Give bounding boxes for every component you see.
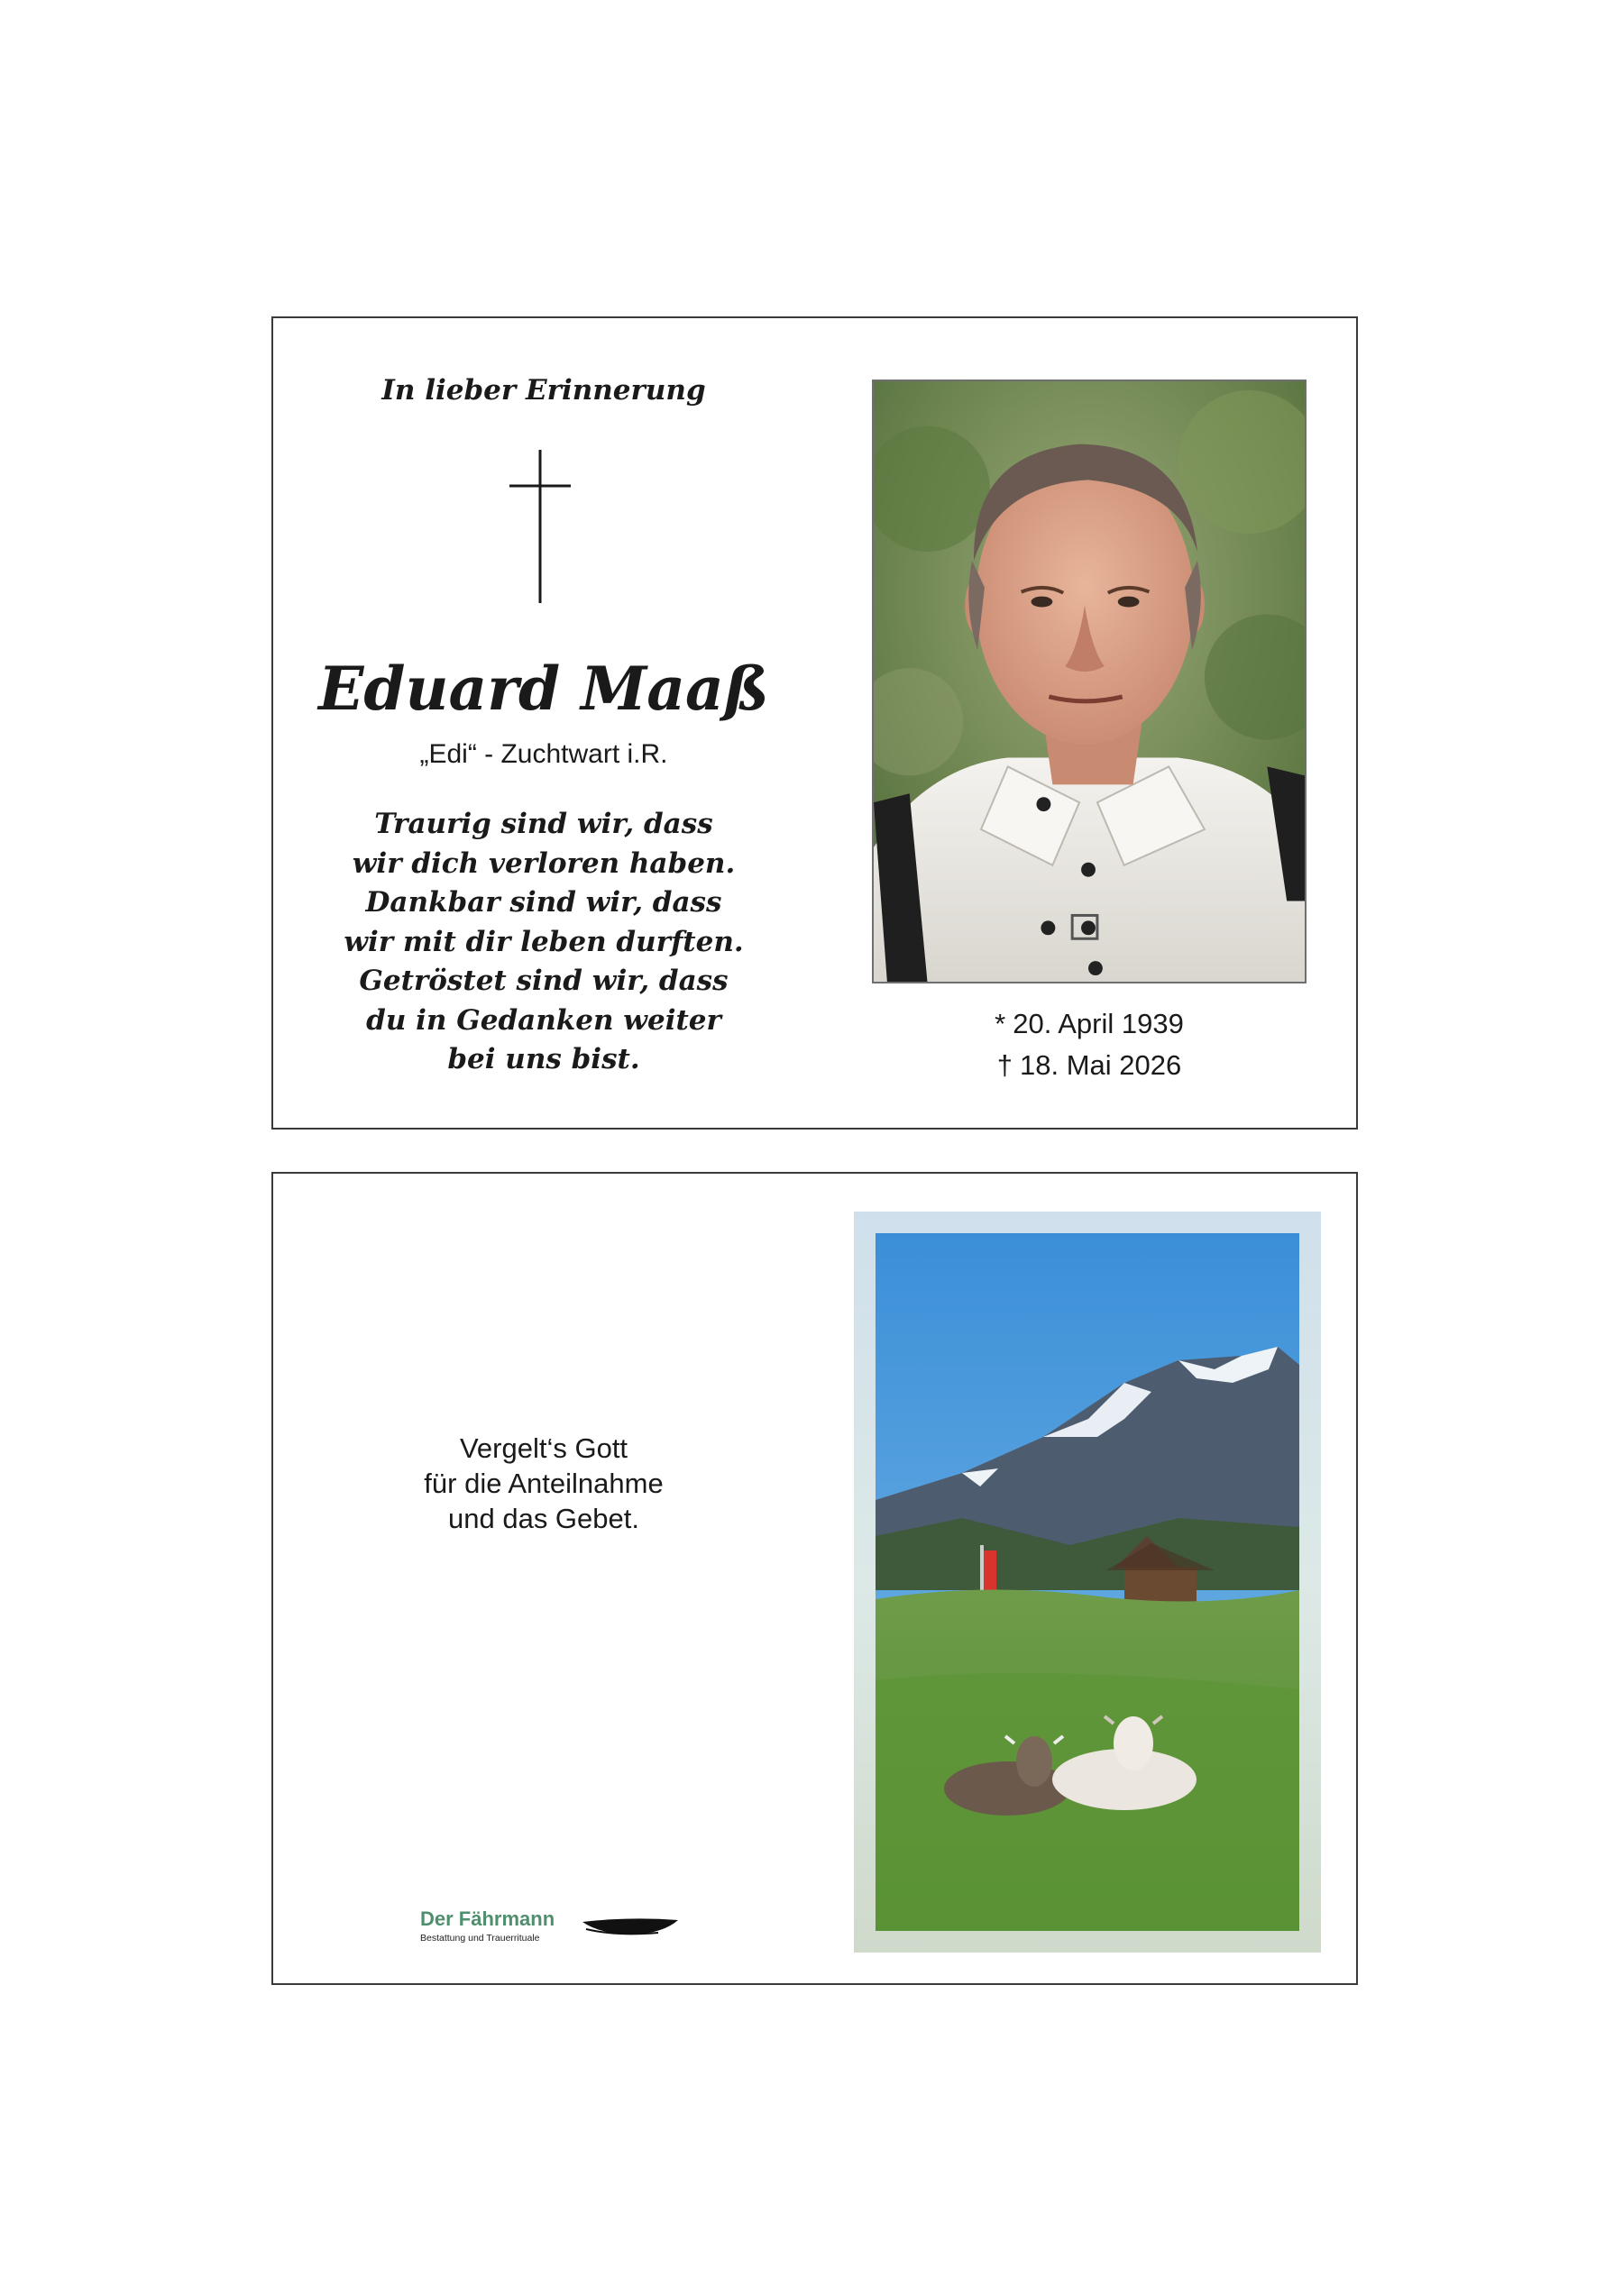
alpine-landscape-illustration — [854, 1212, 1321, 1953]
birth-date-row — [872, 1003, 1307, 1045]
memorial-card-back — [271, 1172, 1358, 1985]
logo-tagline: Bestattung und Trauerrituale — [420, 1933, 540, 1944]
deceased-name: Eduard Maaß — [318, 654, 769, 724]
thanks-line: für die Anteilnahme — [424, 1468, 664, 1499]
cross-icon — [504, 450, 576, 603]
birth-date: 20. April 1939 — [1013, 1008, 1184, 1039]
thanks-message — [273, 1431, 814, 1536]
birth-star-icon: * — [995, 1008, 1006, 1039]
poem-line: Dankbar sind wir, dass — [365, 886, 722, 919]
thanks-line: und das Gebet. — [448, 1503, 639, 1534]
poem-line: bei uns bist. — [447, 1043, 640, 1075]
poem-line: Getröstet sind wir, dass — [359, 965, 729, 997]
poem-line: Traurig sind wir, dass — [374, 808, 713, 840]
death-date: 18. Mai 2026 — [1020, 1049, 1182, 1081]
poem-line: wir mit dir leben durften. — [344, 925, 744, 958]
poem-line: wir dich verloren haben. — [352, 846, 736, 880]
poem-line: du in Gedanken weiter — [366, 1003, 721, 1037]
deceased-nickname: „Edi“ - Zuchtwart i.R. — [419, 739, 668, 769]
portrait-illustration — [874, 381, 1305, 982]
boat-icon — [581, 1913, 680, 1940]
portrait-photo — [872, 380, 1307, 983]
funeral-home-logo — [420, 1907, 691, 1953]
life-dates — [872, 1003, 1307, 1086]
thanks-line: Vergelt‘s Gott — [459, 1432, 628, 1464]
death-cross-icon: † — [996, 1049, 1013, 1081]
memorial-poem — [273, 805, 814, 1080]
death-date-row — [872, 1045, 1307, 1086]
logo-name: Der Fährmann — [420, 1907, 555, 1930]
dedication-heading: In lieber Erinnerung — [381, 374, 706, 407]
landscape-photo — [854, 1212, 1321, 1953]
memorial-card-front — [271, 316, 1358, 1130]
